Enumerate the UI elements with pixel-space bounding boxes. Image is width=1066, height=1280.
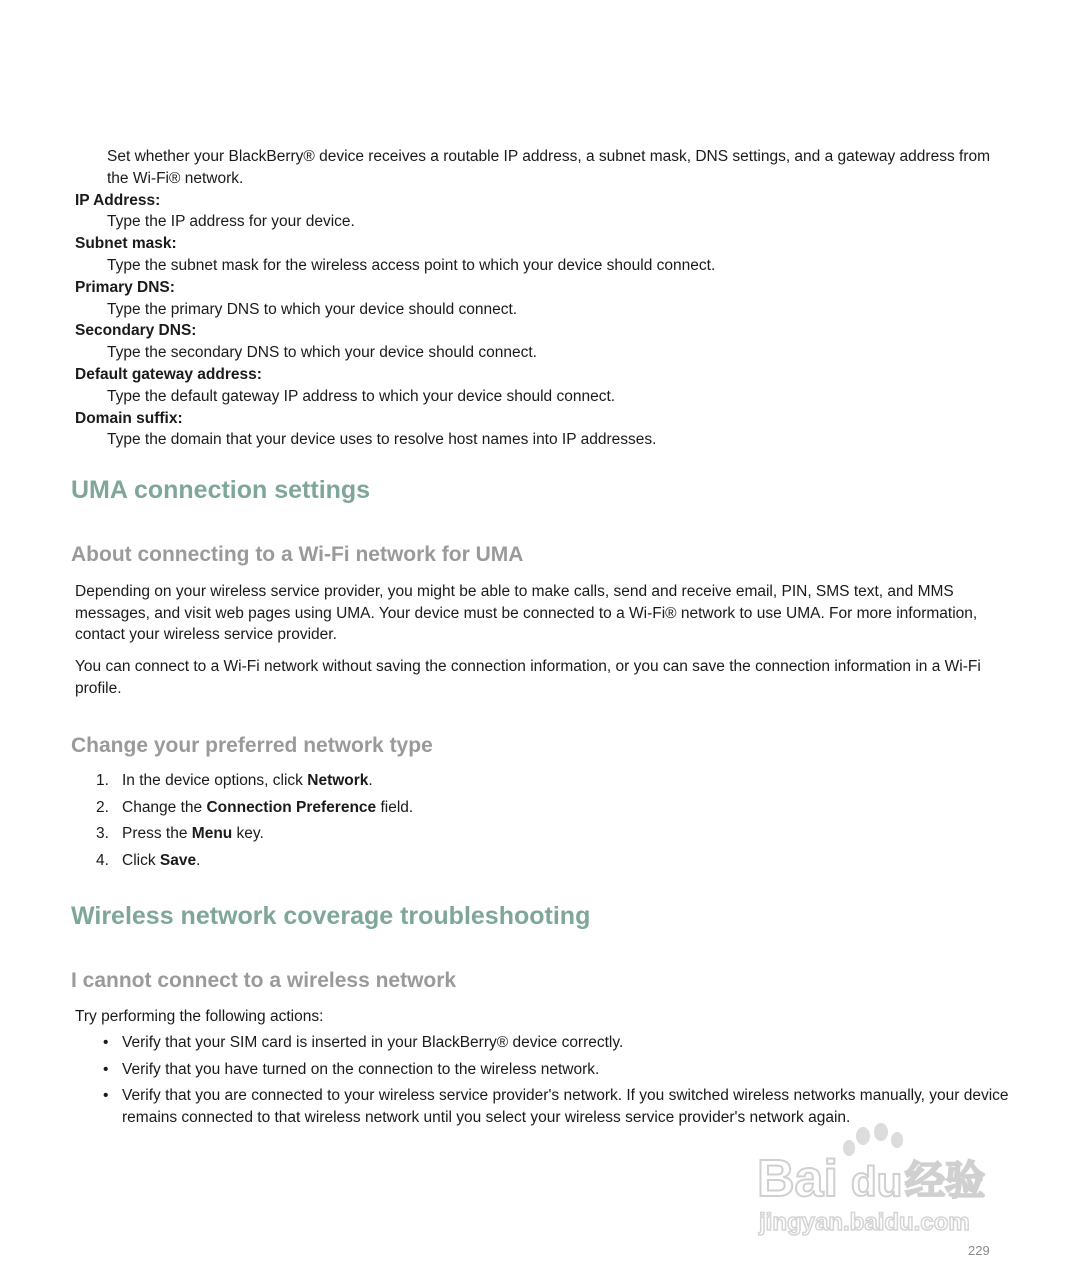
uma-section-heading: UMA connection settings: [71, 476, 371, 504]
svg-text:du: du: [851, 1158, 903, 1205]
list-item: 3. Press the Menu key.: [96, 825, 264, 843]
steps-list: [96, 768, 413, 874]
network-settings-definitions: [75, 146, 1015, 451]
change-network-type-heading: Change your preferred network type: [71, 734, 433, 757]
uma-paragraph-1: Depending on your wireless service provider, you might be able to make calls, send and receive email, PIN, SMS text, and MMS messages, and visit web pages using UMA. Your device must be connected to a Wi-Fi® network to use UMA. For more information, contact your wireless service provider.: [75, 583, 978, 643]
page-number: 229: [968, 1243, 990, 1258]
list-item: 1. In the device options, click Network.: [96, 772, 373, 789]
definition-term: Default gateway address:: [75, 365, 262, 383]
list-item: • Verify that you have turned on the connection to the wireless network.: [100, 1059, 1015, 1081]
actions-list: [100, 1032, 1015, 1133]
svg-text:jingyan.baidu.com: jingyan.baidu.com: [759, 1209, 970, 1236]
baidu-watermark-logo: [755, 1122, 1005, 1242]
definition-description: Type the primary DNS to which your device should connect.: [107, 300, 518, 318]
definition-term: Domain suffix:: [75, 409, 183, 427]
bullet-icon: •: [103, 1060, 109, 1078]
list-item: 4. Click Save.: [96, 851, 201, 869]
bullet-icon: •: [103, 1087, 109, 1104]
definition-description: Set whether your BlackBerry® device receives a routable IP address, a subnet mask, DNS settings, and a gateway address from the Wi-Fi® network.: [107, 148, 991, 187]
uma-about-heading: About connecting to a Wi-Fi network for UMA: [71, 543, 524, 566]
definition-description: Type the subnet mask for the wireless access point to which your device should connect.: [107, 256, 716, 274]
uma-paragraph-2: You can connect to a Wi-Fi network without saving the connection information, or you can save the connection information in a Wi-Fi profile.: [75, 658, 981, 697]
troubleshooting-heading: Wireless network coverage troubleshooting: [71, 902, 591, 930]
definition-description: Type the domain that your device uses to resolve host names into IP addresses.: [107, 431, 657, 449]
definition-term: IP Address:: [75, 191, 161, 209]
definition-description: Type the IP address for your device.: [107, 213, 355, 231]
svg-text:经验: 经验: [905, 1158, 985, 1204]
list-item: 2. Change the Connection Preference field.: [96, 798, 414, 816]
definition-term: Secondary DNS:: [75, 322, 197, 340]
list-item: • Verify that your SIM card is inserted in your BlackBerry® device correctly.: [100, 1032, 1015, 1054]
definition-description: Type the default gateway IP address to which your device should connect.: [107, 387, 616, 405]
definition-term: Primary DNS:: [75, 278, 175, 296]
bullet-icon: •: [103, 1034, 109, 1051]
troubleshooting-intro: Try performing the following actions:: [75, 1008, 324, 1025]
definition-description: Type the secondary DNS to which your device should connect.: [107, 344, 537, 362]
definition-term: Subnet mask:: [75, 235, 177, 253]
cannot-connect-heading: I cannot connect to a wireless network: [71, 969, 457, 992]
svg-text:Bai: Bai: [757, 1150, 838, 1208]
list-item: • Verify that you are connected to your wireless service provider's network. If you switched wireless networks manually, your device remains connected to that wireless network until you select your wireless service provider's network again.: [103, 1087, 1009, 1126]
